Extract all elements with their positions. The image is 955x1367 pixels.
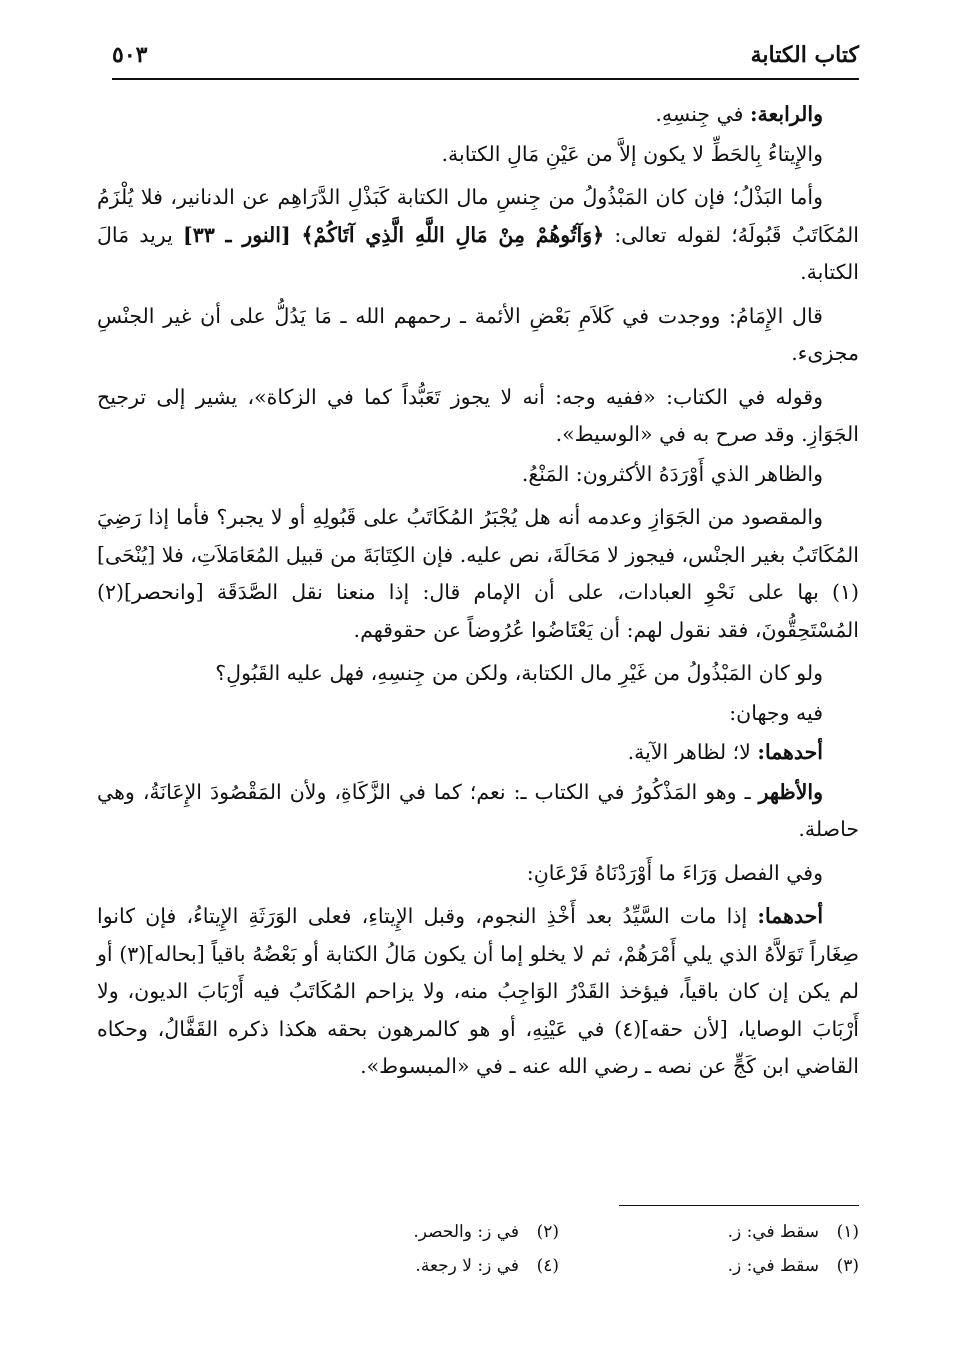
paragraph-text: إذا مات السَّيِّدُ بعد أَخْذِ النجوم، وقبل الإِيتاءِ، فعلى الوَرَثَةِ الإِيتاءُ، فإن كانوا صِغَاراً تَوَلاَّهُ الذي يلي أَمْرَهُمْ، ثم لا يخلو إما أن يكون مَالُ الكتابة أو بَعْضُهُ باقياً [بحاله](٣) أو لم يكن إن كان باقياً، فيؤخذ القَدْرُ الوَاجِبُ منه، ولا يزاحم المُكَاتَبُ فيه أَرْبَابَ الديون، ولا أَرْبَابَ الوصايا، [لأن حقه](٤) في عَيْنِهِ، أو هو كالمرهون بحقه هكذا ذكره القَفَّالُ، وحكاه القاضي ابن كَجٍّ عن نصه ـ رضي الله عنه ـ في «المبسوط». <box>97 904 860 1078</box>
footnote-number: (٤) <box>536 1256 559 1276</box>
footnote-text: في ز: لا رجعة. <box>415 1256 519 1276</box>
paragraph-text: قال الإِمَامُ: ووجدت في كَلاَمِ بَعْضِ الأئمة ـ رحمهم الله ـ مَا يَدُلُّ على أن غير الجنْسِ مجزىء. <box>97 303 859 365</box>
running-head <box>112 38 859 80</box>
paragraph-text: وفي الفصل وَرَاءَ ما أَوْرَدْنَاهُ فَرْعَانِ: <box>526 860 823 885</box>
paragraph <box>97 695 859 733</box>
footnote <box>259 1249 559 1283</box>
paragraph <box>97 379 859 454</box>
footnote <box>559 1215 859 1249</box>
body-text <box>97 96 859 1092</box>
paragraph-text: في جِنسِهِ. <box>655 102 750 126</box>
paragraph-lead: والأظهر <box>758 779 823 804</box>
paragraph <box>97 136 859 174</box>
paragraph <box>97 499 859 649</box>
footnote-divider <box>619 1205 859 1206</box>
paragraph-lead: أحدهما: <box>757 740 823 764</box>
footnote-text: في ز: والحصر. <box>413 1222 519 1242</box>
paragraph-text: والإِيتاءُ بِالحَطِّ لا يكون إلاَّ من عَيْنِ مَالِ الكتابة. <box>441 141 823 166</box>
paragraph-text: ولو كان المَبْذُولُ من غَيْرِ مال الكتابة، ولكن من جِنسِهِ، فهل عليه القَبُولِ؟ <box>215 661 823 685</box>
paragraph-text: والظاهر الذي أَوْرَدَهُ الأكثرون: المَنْعُ. <box>521 461 823 486</box>
paragraph-text: لا؛ لظاهر الآية. <box>627 740 758 764</box>
footnotes <box>97 1215 859 1283</box>
paragraph-lead: والرابعة: <box>749 102 823 126</box>
book-title: كتاب الكتابة <box>750 42 859 68</box>
page-number: ٥٠٣ <box>112 42 148 68</box>
paragraph <box>97 456 859 494</box>
paragraph <box>97 855 859 893</box>
footnote-number: (١) <box>836 1222 859 1242</box>
footnote <box>559 1249 859 1283</box>
footnote-row <box>97 1249 859 1283</box>
paragraph <box>97 179 859 292</box>
paragraph-text: وأما البَذْلُ؛ فإن كان المَبْذُولُ من جِنسِ مال الكتابة كَبَذْلِ الدَّرَاهِم عن الدنانير، فلا يُلْزَمُ المُكَاتَبُ قَبُولَهُ؛ لقوله تعالى: <box>97 185 859 247</box>
paragraph-lead: أحدهما: <box>757 904 824 928</box>
paragraph-text: يريد مَالَ الكتابة. <box>97 222 859 284</box>
paragraph-text: والمقصود من الجَوَازِ وعدمه أنه هل يُجْبَرُ المُكَاتَبُ على قَبُولِهِ أو لا يجبر؟ فأما إذا رَضِيَ المُكَاتَبُ بغير الجنْس، فيجوز لا مَحَالَةَ، نص عليه. فإن الكِتَابَةَ من قبيل المُعَامَلاَتِ، فلا [يُنْحَى](١) بها على نَحْوِ العبادات، على أن الإمام قال: إذا منعنا نقل الصَّدَقَة [وانحصر](٢) المُسْتَحِقُّونَ، فقد نقول لهم: أن يَعْتَاضُوا عُرُوضاً عن حقوقهم. <box>97 505 859 642</box>
paragraph <box>97 734 859 772</box>
paragraph-text: فيه وجهان: <box>729 700 823 725</box>
quran-verse: ﴿وَآتُوهُمْ مِنْ مَالِ اللَّهِ الَّذِي آتَاكُمْ﴾ [النور ـ ٣٣] <box>183 222 605 247</box>
paragraph <box>97 298 859 373</box>
paragraph <box>97 96 859 134</box>
footnote <box>259 1215 559 1249</box>
footnote-text: سقط في: ز. <box>727 1222 819 1242</box>
paragraph-text: ـ وهو المَذْكُورُ في الكتاب ـ: نعم؛ كما في الزَّكَاةِ، ولأن المَقْصُودَ الإِعَانَةُ، وهي حاصلة. <box>97 779 859 841</box>
paragraph-text: وقوله في الكتاب: «ففيه وجه: أنه لا يجوز تَعَبُّداً كما في الزكاة»، يشير إلى ترجيح الجَوَازِ. وقد صرح به في «الوسيط». <box>97 384 859 446</box>
paragraph <box>97 898 859 1086</box>
footnote-row <box>97 1215 859 1249</box>
footnote-number: (٢) <box>536 1222 559 1242</box>
footnote-text: سقط في: ز. <box>727 1256 819 1276</box>
paragraph <box>97 774 859 849</box>
paragraph <box>97 655 859 693</box>
footnote-number: (٣) <box>836 1256 859 1276</box>
